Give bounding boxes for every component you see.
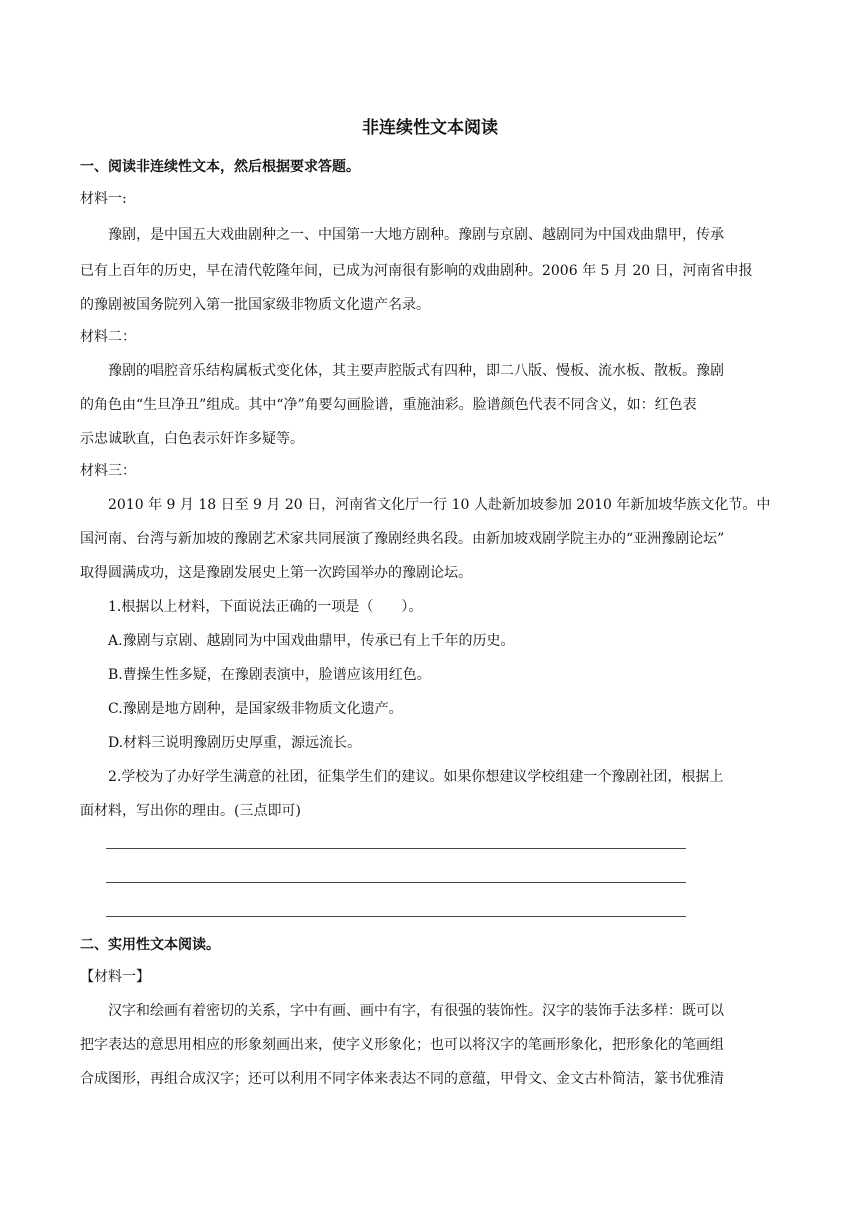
page-title: 非连续性文本阅读 [362,118,498,138]
section2-material1-label: 【材料一】 [80,969,150,985]
section2-heading: 二、实用性文本阅读。 [80,937,220,953]
answer-line-1[interactable] [106,848,686,849]
material1-line-1: 豫剧，是中国五大戏曲剧种之一、中国第一大地方剧种。豫剧与京剧、越剧同为中国戏曲鼎甲，传承 [108,227,724,243]
section1-heading: 一、阅读非连续性文本，然后根据要求答题。 [80,159,360,175]
question-2-line-1: 2.学校为了办好学生满意的社团，征集学生们的建议。如果你想建议学校组建一个豫剧社团，根据上 [108,769,724,785]
option-d: D.材料三说明豫剧历史厚重，源远流长。 [108,735,362,751]
section2-line-1: 汉字和绘画有着密切的关系，字中有画、画中有字，有很强的装饰性。汉字的装饰手法多样：既可以 [108,1003,724,1019]
section2-line-2: 把字表达的意思用相应的形象刻画出来，使字义形象化；也可以将汉字的笔画形象化，把形象化的笔画组 [80,1037,724,1053]
material2-line-1: 豫剧的唱腔音乐结构属板式变化体，其主要声腔版式有四种，即二八版、慢板、流水板、散板。豫剧 [108,363,724,379]
material2-line-2: 的角色由“生旦净丑”组成。其中“净”角要勾画脸谱，重施油彩。脸谱颜色代表不同含义，如：红色表 [80,397,697,413]
option-c: C.豫剧是地方剧种，是国家级非物质文化遗产。 [108,701,403,717]
material1-line-2: 已有上百年的历史，早在清代乾隆年间，已成为河南很有影响的戏曲剧种。2006 年 5 月 20 日，河南省申报 [80,263,753,279]
question-1: 1.根据以上材料，下面说法正确的一项是（ ）。 [108,599,423,615]
option-b: B.曹操生性多疑，在豫剧表演中，脸谱应该用红色。 [108,667,431,683]
material1-label: 材料一: [80,191,127,207]
question-2-line-2: 面材料，写出你的理由。(三点即可) [80,803,301,819]
material3-line-2: 国河南、台湾与新加坡的豫剧艺术家共同展演了豫剧经典名段。由新加坡戏剧学院主办的“亚洲豫剧论坛” [80,531,725,547]
material2-line-3: 示忠诚耿直，白色表示奸诈多疑等。 [80,431,304,447]
answer-line-2[interactable] [106,882,686,883]
material1-line-3: 的豫剧被国务院列入第一批国家级非物质文化遗产名录。 [80,297,430,313]
answer-line-3[interactable] [106,916,686,917]
material3-line-1: 2010 年 9 月 18 日至 9 月 20 日，河南省文化厅一行 10 人赴新加坡参加 2010 年新加坡华族文化节。中 [108,497,771,513]
section2-line-3: 合成图形，再组合成汉字；还可以利用不同字体来表达不同的意蕴，甲骨文、金文古朴简洁，篆书优雅清 [80,1071,724,1087]
material3-label: 材料三： [80,463,136,479]
material2-label: 材料二： [80,329,136,345]
material3-line-3: 取得圆满成功，这是豫剧发展史上第一次跨国举办的豫剧论坛。 [80,565,472,581]
option-a: A.豫剧与京剧、越剧同为中国戏曲鼎甲，传承已有上千年的历史。 [108,633,515,649]
